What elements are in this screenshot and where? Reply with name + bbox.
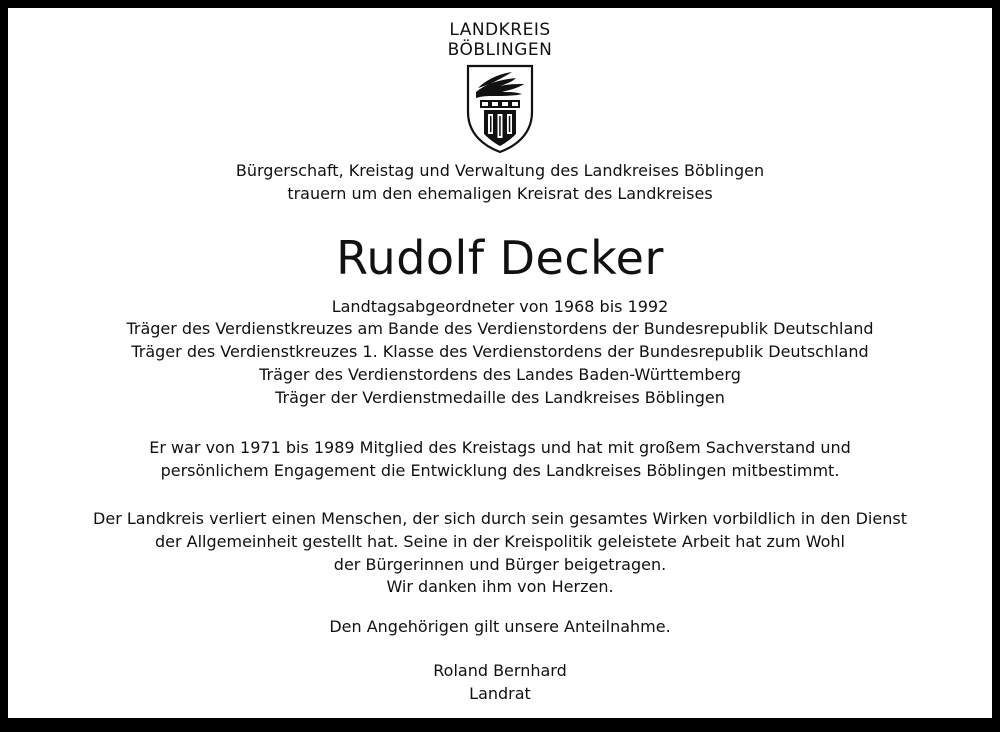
honor-line: Träger des Verdienstkreuzes 1. Klasse des Verdienstordens der Bundesrepublik Deutschland	[131, 342, 869, 361]
obituary-notice	[8, 8, 992, 718]
coat-of-arms-icon	[464, 62, 536, 154]
honor-line: Träger der Verdienstmedaille des Landkreises Böblingen	[275, 388, 725, 407]
district-name-line2: BÖBLINGEN	[447, 40, 553, 60]
tribute-line: Der Landkreis verliert einen Menschen, der sich durch sein gesamtes Wirken vorbildlich in den Dienst	[93, 509, 907, 528]
condolence-line: Den Angehörigen gilt unsere Anteilnahme.	[329, 617, 671, 636]
membership-line: persönlichem Engagement die Entwicklung des Landkreises Böblingen mitbestimmt.	[160, 461, 840, 480]
tribute-line: der Bürgerinnen und Bürger beigetragen.	[333, 555, 667, 574]
intro-line-1: Bürgerschaft, Kreistag und Verwaltung des Landkreises Böblingen	[235, 161, 765, 180]
tribute-line: Wir danken ihm von Herzen.	[386, 577, 614, 596]
signature-title: Landrat	[469, 684, 531, 703]
honor-line: Träger des Verdienstordens des Landes Baden-Württemberg	[259, 365, 741, 384]
intro-line-2: trauern um den ehemaligen Kreisrat des Landkreises	[287, 184, 713, 203]
deceased-name: Rudolf Decker	[336, 231, 664, 285]
tribute-line: der Allgemeinheit gestellt hat. Seine in der Kreispolitik geleistete Arbeit hat zum Wohl	[155, 532, 845, 551]
honor-line: Landtagsabgeordneter von 1968 bis 1992	[331, 297, 669, 316]
honor-line: Träger des Verdienstkreuzes am Bande des Verdienstordens der Bundesrepublik Deutschland	[126, 319, 874, 338]
district-header	[8, 20, 992, 154]
district-name-line1: LANDKREIS	[449, 20, 551, 40]
signature-name: Roland Bernhard	[433, 661, 567, 680]
membership-line: Er war von 1971 bis 1989 Mitglied des Kreistags und hat mit großem Sachverstand und	[149, 438, 851, 457]
